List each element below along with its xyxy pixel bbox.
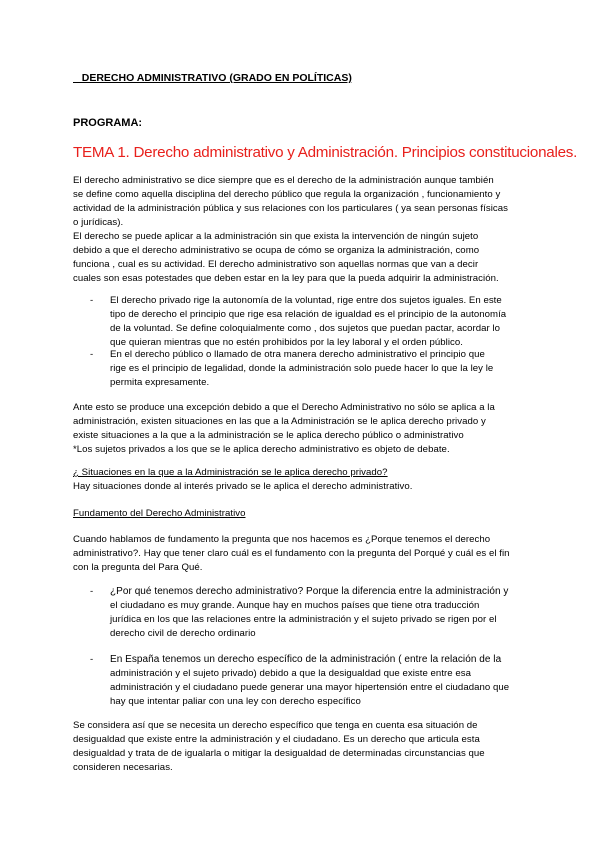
document-title: DERECHO ADMINISTRATIVO (GRADO EN POLÍTICAS) [73,72,352,84]
intro-line: cuales son esas potestades que deben estar en la ley para que la pueda adquirir la administración. [73,273,499,284]
bullet-line: administración y el sujeto privado) debido a que la desigualdad que existe entre esa [110,668,471,679]
bullet-line: derecho civil de derecho ordinario [110,628,256,639]
bullet-line: jurídica en los que las relaciones entre la administración y el sujeto privado se rigen por el [110,614,497,625]
intro-line: funciona , cual es su actividad. El derecho administrativo son aquellas normas que van a decir [73,259,479,270]
bullet-line: En el derecho público o llamado de otra manera derecho administrativo el principio que [110,349,485,360]
para-line: desigualdad y trata de de igualarla o mitigar la desigualdad de determinadas circunstancias que [73,748,485,759]
bullet-line: administración y el ciudadano puede generar una mayor hipertensión entre el ciudadano que [110,682,510,693]
para-line: Ante esto se produce una excepción debido a que el Derecho Administrativo no sólo se aplica a la [73,402,495,413]
intro-line: se define como aquella disciplina del derecho público que regula la organización , funcionamiento y [73,189,501,200]
bullet-line: hay que intentar paliar con una ley con derecho específico [110,696,361,707]
para-line: *Los sujetos privados a los que se le aplica derecho administrativo es objeto de debate. [73,444,450,455]
para-line: con la pregunta del Para Qué. [73,562,203,573]
intro-line: debido a que el derecho administrativo se ocupa de cómo se organiza la administración, como [73,245,480,256]
para-line: Cuando hablamos de fundamento la pregunta que nos hacemos es ¿Porque tenemos el derecho [73,534,491,545]
bullet-line: que quieran mientras que no estén prohibidos por la ley laboral y el orden público. [110,337,463,348]
question-heading: ¿ Situaciones en la que a la Administración se le aplica derecho privado? [73,467,388,478]
intro-line: actividad de la administración pública y sus relaciones con los particulares ( ya sean personas físicas [73,203,508,214]
bullet-line: permita expresamente. [110,377,210,388]
programa-heading: PROGRAMA: [73,117,143,129]
para-line: existe situaciones a la que a la administración se le aplica derecho público o administrativo [73,430,464,441]
question-answer: Hay situaciones donde al interés privado se le aplica el derecho administrativo. [73,481,413,492]
fundamento-heading: Fundamento del Derecho Administrativo [73,508,246,519]
bullet-line: ¿Por qué tenemos derecho administrativo? Porque la diferencia entre la administración y [110,586,509,597]
para-line: desigualdad que existe entre la administración y el ciudadano. Es un derecho que articula esta [73,734,480,745]
bullet-line: El derecho privado rige la autonomía de la voluntad, rige entre dos sujetos iguales. En este [110,295,502,306]
bullet-line: rige es el principio de legalidad, donde la administración solo puede hacer lo que la ley le [110,363,494,374]
intro-line: El derecho administrativo se dice siempre que es el derecho de la administración aunque también [73,175,494,186]
bullet-line: tipo de derecho el principio que rige esa relación de igualdad es el principio de la autonomía [110,309,507,320]
intro-line: El derecho se puede aplicar a la administración sin que exista la intervención de ningún sujeto [73,231,479,242]
intro-line: o jurídicas). [73,217,124,228]
para-line: administración, existen situaciones en las que a la Administración se le aplica derecho privado y [73,416,486,427]
para-line: consideren necesarias. [73,762,173,773]
bullet-dash: - [90,654,94,665]
para-line: administrativo?. Hay que tener claro cuál es el fundamento con la pregunta del Porqué y cuál es el fin [73,548,510,559]
bullet-line: En España tenemos un derecho específico de la administración ( entre la relación de la [110,654,502,665]
bullet-line: de la voluntad. Se define coloquialmente como , dos sujetos que puedan pactar, acordar lo [110,323,501,334]
bullet-dash: - [90,586,94,597]
bullet-dash: - [90,295,94,306]
bullet-line: el ciudadano es muy grande. Aunque hay en muchos países que tiene otra traducción [110,600,480,611]
para-line: Se considera así que se necesita un derecho específico que tenga en cuenta esa situación de [73,720,478,731]
tema-heading: TEMA 1. Derecho administrativo y Administración. Principios constitucionales. [73,144,578,161]
bullet-dash: - [90,349,94,360]
